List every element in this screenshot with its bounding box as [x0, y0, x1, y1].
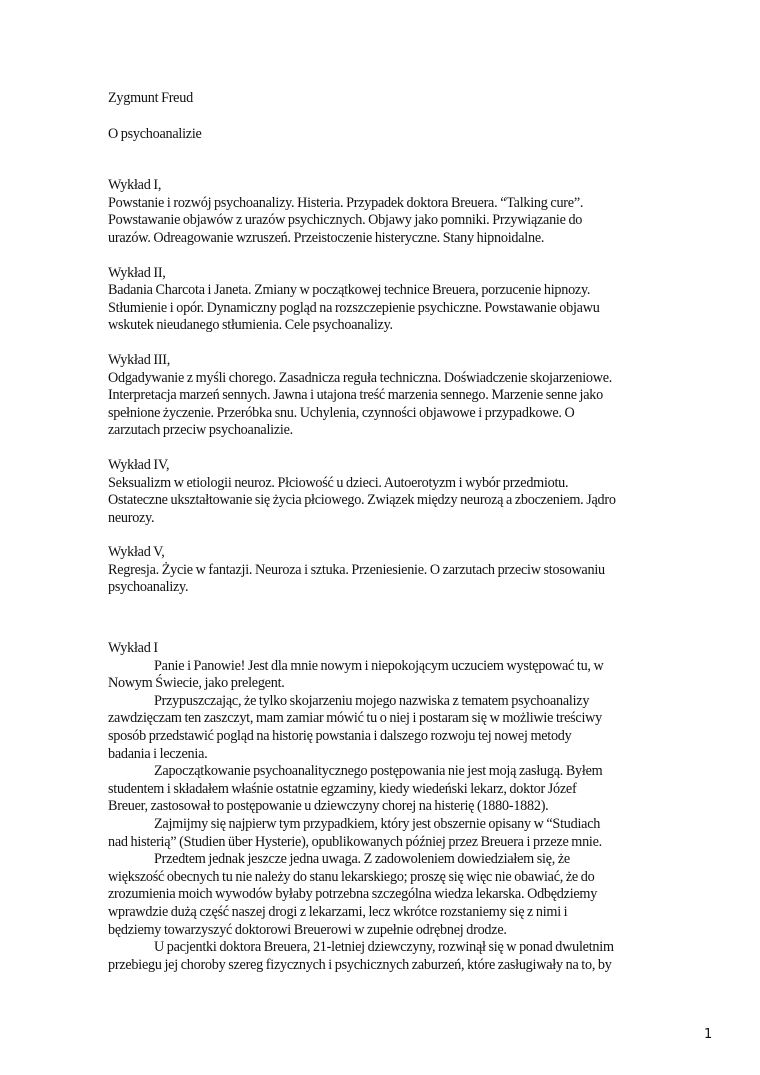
paragraph-line: nad histerią” (Studien über Hysterie), opublikowanych później przez Breuera i przeze mnie.: [108, 833, 602, 850]
author-line: Zygmunt Freud: [108, 90, 193, 106]
paragraph-line: Przedtem jednak jeszcze jedna uwaga. Z zadowoleniem dowiedziałem się, że: [154, 851, 570, 868]
paragraph: [108, 763, 688, 816]
toc-entry-summary-line: spełnione życzenie. Przeróbka snu. Uchylenia, czynności objawowe i przypadkowe. O: [108, 404, 575, 421]
paragraph-line: zrozumienia moich wywodów byłaby potrzebna szczególna wiedza lekarska. Odbędziemy: [108, 886, 598, 903]
paragraph-line: studentem i składałem właśnie ostatnie egzaminy, kiedy wiedeński lekarz, doktor Józef: [108, 780, 577, 797]
paragraph-line: Breuer, zastosował to postępowanie u dziewczyny chorej na histerię (1880-1882).: [108, 798, 549, 815]
paragraph-line: większość obecnych tu nie należy do stanu lekarskiego; proszę się więc nie obawiać, że do: [108, 868, 595, 885]
toc-entry-summary-line: Stłumienie i opór. Dynamiczny pogląd na rozszczepienie psychiczne. Powstawanie objawu: [108, 299, 600, 316]
toc-entry: [108, 265, 688, 335]
toc-entry-heading: Wykład I,: [108, 177, 162, 194]
toc-entry-summary-line: psychoanalizy.: [108, 579, 189, 596]
toc-entry-summary-line: zarzutach przeciw psychoanalizie.: [108, 422, 293, 439]
paragraph-line: przebiegu jej choroby szereg fizycznych i psychicznych zaburzeń, które zasługiwały na to, by: [108, 956, 612, 973]
toc-entry-heading: Wykład III,: [108, 351, 171, 368]
paragraph-line: U pacjentki doktora Breuera, 21-letniej dziewczyny, rozwinął się w ponad dwuletnim: [154, 939, 614, 956]
paragraph-line: Przypuszczając, że tylko skojarzeniu mojego nazwiska z tematem psychoanalizy: [154, 692, 590, 709]
paragraph-line: będziemy towarzyszyć doktorowi Breuerowi w zupełnie odrębnej drodze.: [108, 921, 507, 938]
paragraph: [108, 693, 688, 763]
toc-entry-summary-line: Interpretacja marzeń sennych. Jawna i utajona treść marzenia sennego. Marzenie senne jako: [108, 387, 603, 404]
toc-entry-summary-line: urazów. Odreagowanie wzruszeń. Przeistoczenie histeryczne. Stany hipnoidalne.: [108, 229, 545, 246]
toc-entry: [108, 457, 688, 527]
toc-entry-summary-line: Badania Charcota i Janeta. Zmiany w początkowej technice Breuera, porzucenie hipnozy.: [108, 282, 591, 299]
paragraph-line: badania i leczenia.: [108, 745, 208, 762]
document-title: O psychoanalizie: [108, 125, 202, 142]
lecture-heading: Wykład I: [108, 640, 158, 657]
lecture-body: [108, 658, 688, 975]
toc-entry: [108, 544, 688, 597]
toc-entry-summary-line: Odgadywanie z myśli chorego. Zasadnicza reguła techniczna. Doświadczenie skojarzeniowe.: [108, 369, 613, 386]
paragraph-line: Panie i Panowie! Jest dla mnie nowym i niepokojącym uczuciem występować tu, w: [154, 657, 604, 674]
page-content: [108, 90, 688, 974]
toc-entry-heading: Wykład IV,: [108, 456, 170, 473]
toc-entry: [108, 177, 688, 247]
toc-entry-heading: Wykład II,: [108, 264, 166, 281]
paragraph: [108, 816, 688, 851]
toc-entry-heading: Wykład V,: [108, 544, 165, 561]
toc-entry-summary-line: Powstawanie objawów z urazów psychicznych. Objawy jako pomniki. Przywiązanie do: [108, 212, 583, 229]
paragraph-line: Zajmijmy się najpierw tym przypadkiem, który jest obszernie opisany w “Studiach: [154, 816, 601, 832]
toc-entry-summary-line: wskutek nieudanego stłumienia. Cele psychoanalizy.: [108, 317, 393, 334]
toc-entry-summary-line: Seksualizm w etiologii neuroz. Płciowość u dzieci. Autoerotyzm i wybór przedmiotu.: [108, 474, 569, 491]
paragraph-line: zawdzięczam ten zaszczyt, mam zamiar mówić tu o niej i postaram się w możliwie treściwy: [108, 710, 603, 727]
paragraph-line: wprawdzie dużą część naszej drogi z lekarzami, lecz wkrótce rozstaniemy się z nimi i: [108, 903, 568, 920]
paragraph: [108, 851, 688, 939]
paragraph: [108, 939, 688, 974]
paragraph-line: Nowym Świecie, jako prelegent.: [108, 675, 285, 692]
toc-entry-summary-line: Regresja. Życie w fantazji. Neuroza i sztuka. Przeniesienie. O zarzutach przeciw stosowaniu: [108, 561, 605, 578]
toc-entry-summary-line: neurozy.: [108, 509, 155, 526]
toc-entry-summary-line: Powstanie i rozwój psychoanalizy. Histeria. Przypadek doktora Breuera. “Talking cure”.: [108, 194, 584, 211]
paragraph: [108, 658, 688, 693]
table-of-contents: [108, 177, 688, 597]
toc-entry: [108, 352, 688, 440]
toc-entry-summary-line: Ostateczne ukształtowanie się życia płciowego. Związek między neurozą a zboczeniem. Jądro: [108, 492, 616, 509]
page-number: 1: [704, 1027, 713, 1042]
paragraph-line: sposób przedstawić pogląd na historię powstania i dalszego rozwoju tej nowej metody: [108, 728, 572, 745]
paragraph-line: Zapoczątkowanie psychoanalitycznego postępowania nie jest moją zasługą. Byłem: [154, 763, 603, 780]
